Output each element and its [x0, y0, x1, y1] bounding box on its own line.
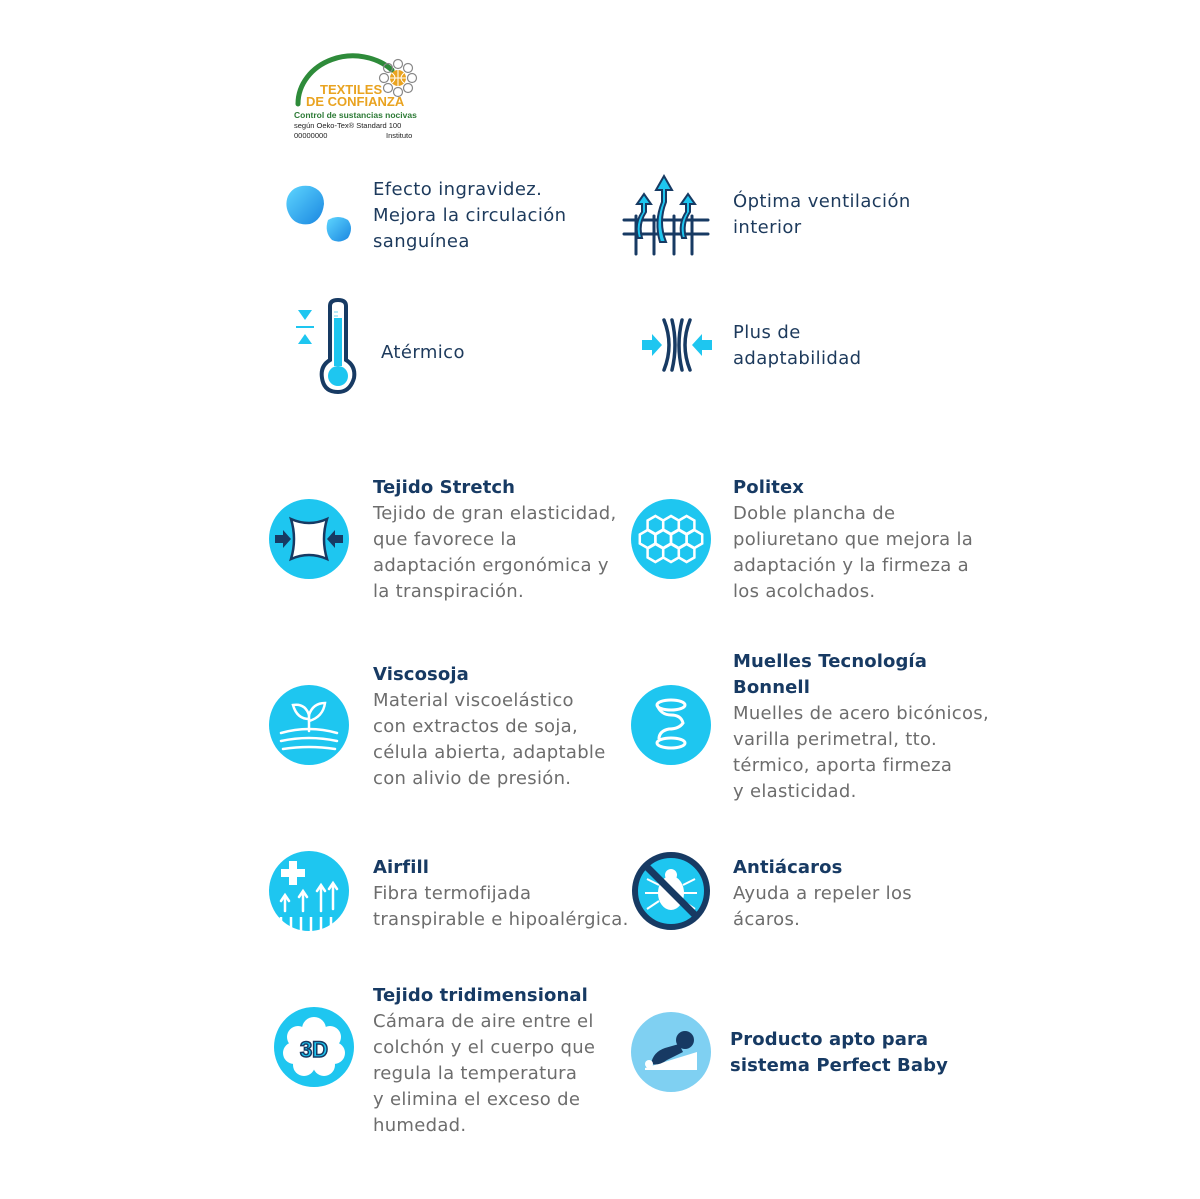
- globe-flower-icon: [380, 60, 417, 97]
- feature-athermic-text: Atérmico: [381, 342, 465, 363]
- logo-line3: Control de sustancias nocivas: [294, 110, 417, 120]
- material-antimites-title: Antiácaros: [733, 857, 843, 878]
- spring-icon: [631, 685, 711, 765]
- logo-code: 00000000: [294, 131, 328, 140]
- logo-line1: TEXTILES: [320, 82, 383, 97]
- material-politex-desc: Doble plancha de poliuretano que mejora la adaptación y la firmeza a los acolchados.: [733, 503, 974, 602]
- ventilation-arrows-icon: [620, 172, 712, 258]
- leaf-layers-icon: [269, 685, 349, 765]
- material-airfill-desc: Fibra termofijada transpirable e hipoalérgica.: [373, 883, 629, 930]
- material-antimites-desc: Ayuda a repeler los ácaros.: [733, 883, 912, 930]
- thermometer-icon: [292, 298, 362, 394]
- material-viscosoja-desc: Material viscoelástico con extractos de soja, célula abierta, adaptable con alivio de presión.: [373, 690, 606, 789]
- material-stretch-title: Tejido Stretch: [373, 477, 516, 498]
- material-politex-title: Politex: [733, 477, 805, 498]
- feature-weightless-text: Efecto ingravidez. Mejora la circulación sanguínea: [373, 179, 567, 252]
- cloud-3d-icon: [274, 1007, 354, 1087]
- logo-line2: DE CONFIANZA: [306, 94, 405, 109]
- no-mites-icon: [631, 851, 711, 931]
- material-perfectbaby-title: Producto apto para sistema Perfect Baby: [730, 1029, 948, 1076]
- material-3d-title: Tejido tridimensional: [373, 985, 588, 1006]
- material-airfill-title: Airfill: [373, 857, 430, 878]
- airfill-icon: [269, 851, 349, 931]
- material-stretch-desc: Tejido de gran elasticidad, que favorece la adaptación ergonómica y la transpiración.: [373, 503, 617, 602]
- material-bonnell-title: Muelles Tecnología Bonnell: [733, 651, 927, 698]
- baby-icon: [631, 1012, 711, 1092]
- floating-shapes-icon: [282, 182, 358, 248]
- feature-ventilation-text: Óptima ventilación interior: [733, 191, 911, 238]
- oeko-tex-logo: [288, 52, 428, 144]
- material-bonnell-desc: Muelles de acero bicónicos, varilla perimetral, tto. térmico, aporta firmeza y elasticidad.: [733, 703, 990, 802]
- material-3d-desc: Cámara de aire entre el colchón y el cuerpo que regula la temperatura y elimina el exceso de humedad.: [373, 1011, 596, 1136]
- logo-institute: Instituto: [386, 131, 413, 140]
- stretch-fabric-icon: [269, 499, 349, 579]
- logo-line4: según Oeko-Tex® Standard 100: [294, 121, 402, 130]
- adaptability-icon: [640, 316, 714, 374]
- cloud-3d-label: 3D: [299, 1037, 329, 1062]
- material-viscosoja-title: Viscosoja: [373, 664, 469, 685]
- feature-adaptability-text: Plus de adaptabilidad: [733, 322, 862, 369]
- honeycomb-icon: [631, 499, 711, 579]
